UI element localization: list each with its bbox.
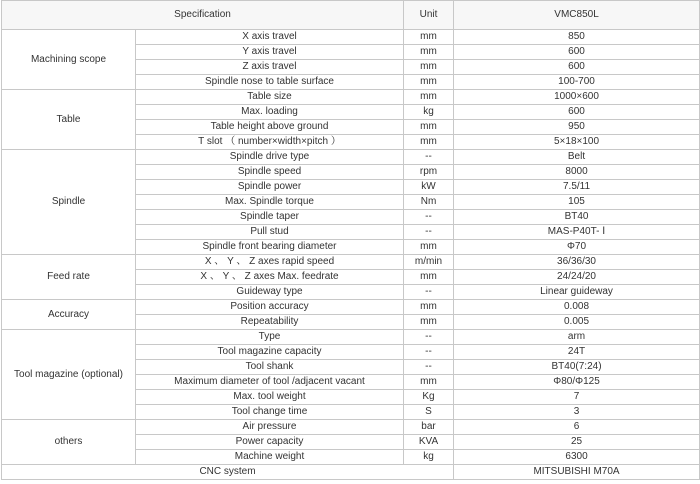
- table-row: [2, 255, 700, 270]
- spec-unit: KVA: [404, 435, 454, 450]
- spec-unit: rpm: [404, 165, 454, 180]
- spec-unit: --: [404, 285, 454, 300]
- spec-value: 24T: [454, 345, 700, 360]
- table-row: [2, 90, 700, 105]
- header-specification: Specification: [2, 1, 404, 30]
- spec-item: Z axis travel: [136, 60, 404, 75]
- spec-value-cnc-system: MITSUBISHI M70A: [454, 465, 700, 480]
- spec-value: 950: [454, 120, 700, 135]
- spec-unit: mm: [404, 270, 454, 285]
- spec-unit: mm: [404, 240, 454, 255]
- spec-unit: --: [404, 225, 454, 240]
- spec-item: Spindle power: [136, 180, 404, 195]
- specification-table: [1, 0, 700, 480]
- table-row: [2, 30, 700, 45]
- table-row: [2, 420, 700, 435]
- spec-value: Linear guideway: [454, 285, 700, 300]
- spec-item: X 、 Y 、 Z axes rapid speed: [136, 255, 404, 270]
- spec-value: 6300: [454, 450, 700, 465]
- spec-item: Guideway type: [136, 285, 404, 300]
- spec-unit: kW: [404, 180, 454, 195]
- spec-item: Spindle front bearing diameter: [136, 240, 404, 255]
- spec-value: 105: [454, 195, 700, 210]
- spec-value: 600: [454, 45, 700, 60]
- spec-item: Max. Spindle torque: [136, 195, 404, 210]
- spec-unit: m/min: [404, 255, 454, 270]
- spec-item: Table size: [136, 90, 404, 105]
- spec-item: Power capacity: [136, 435, 404, 450]
- spec-value: 36/36/30: [454, 255, 700, 270]
- spec-value: BT40: [454, 210, 700, 225]
- spec-item: Tool change time: [136, 405, 404, 420]
- spec-unit: --: [404, 360, 454, 375]
- spec-unit: mm: [404, 30, 454, 45]
- spec-unit: kg: [404, 450, 454, 465]
- table-row: [2, 300, 700, 315]
- spec-item: Spindle nose to table surface: [136, 75, 404, 90]
- spec-unit: mm: [404, 375, 454, 390]
- spec-value: 850: [454, 30, 700, 45]
- spec-value: Belt: [454, 150, 700, 165]
- spec-item: Repeatability: [136, 315, 404, 330]
- spec-value: 6: [454, 420, 700, 435]
- spec-unit: mm: [404, 120, 454, 135]
- spec-item: X axis travel: [136, 30, 404, 45]
- spec-value: 100-700: [454, 75, 700, 90]
- spec-item: Spindle speed: [136, 165, 404, 180]
- spec-value: 7: [454, 390, 700, 405]
- spec-value: 600: [454, 60, 700, 75]
- spec-item-cnc-system: CNC system: [2, 465, 454, 480]
- table-body: [2, 30, 700, 465]
- header-unit: Unit: [404, 1, 454, 30]
- spec-item: Pull stud: [136, 225, 404, 240]
- group-label: Tool magazine (optional): [2, 330, 136, 420]
- spec-item: Type: [136, 330, 404, 345]
- spec-item: X 、 Y 、 Z axes Max. feedrate: [136, 270, 404, 285]
- spec-unit: mm: [404, 45, 454, 60]
- spec-value: 600: [454, 105, 700, 120]
- table-row: [2, 150, 700, 165]
- header-row: [2, 1, 700, 30]
- spec-unit: kg: [404, 105, 454, 120]
- spec-unit: Nm: [404, 195, 454, 210]
- spec-item: Tool magazine capacity: [136, 345, 404, 360]
- spec-value: 1000×600: [454, 90, 700, 105]
- spec-item: Machine weight: [136, 450, 404, 465]
- spec-item: Table height above ground: [136, 120, 404, 135]
- spec-item: Position accuracy: [136, 300, 404, 315]
- spec-value: Φ70: [454, 240, 700, 255]
- spec-item: Air pressure: [136, 420, 404, 435]
- spec-value: arm: [454, 330, 700, 345]
- spec-value: 3: [454, 405, 700, 420]
- header-model: VMC850L: [454, 1, 700, 30]
- spec-unit: S: [404, 405, 454, 420]
- spec-unit: mm: [404, 75, 454, 90]
- spec-item: Tool shank: [136, 360, 404, 375]
- spec-item: T slot （ number×width×pitch ）: [136, 135, 404, 150]
- spec-unit: --: [404, 330, 454, 345]
- spec-value: 0.005: [454, 315, 700, 330]
- spec-value: MAS-P40T- Ⅰ: [454, 225, 700, 240]
- table-row: [2, 330, 700, 345]
- group-label: others: [2, 420, 136, 465]
- spec-unit: --: [404, 345, 454, 360]
- group-label: Accuracy: [2, 300, 136, 330]
- spec-unit: bar: [404, 420, 454, 435]
- spec-unit: --: [404, 210, 454, 225]
- spec-value: 7.5/11: [454, 180, 700, 195]
- spec-value: 5×18×100: [454, 135, 700, 150]
- spec-item: Max. loading: [136, 105, 404, 120]
- group-label: Table: [2, 90, 136, 150]
- spec-item: Y axis travel: [136, 45, 404, 60]
- spec-unit: mm: [404, 300, 454, 315]
- spec-unit: mm: [404, 135, 454, 150]
- spec-unit: mm: [404, 60, 454, 75]
- spec-unit: mm: [404, 90, 454, 105]
- spec-value: 8000: [454, 165, 700, 180]
- spec-unit: mm: [404, 315, 454, 330]
- spec-value: 25: [454, 435, 700, 450]
- group-label: Machining scope: [2, 30, 136, 90]
- spec-value: 0.008: [454, 300, 700, 315]
- spec-unit: Kg: [404, 390, 454, 405]
- spec-item: Maximum diameter of tool /adjacent vacant: [136, 375, 404, 390]
- spec-value: BT40(7:24): [454, 360, 700, 375]
- spec-value: 24/24/20: [454, 270, 700, 285]
- group-label: Spindle: [2, 150, 136, 255]
- spec-unit: --: [404, 150, 454, 165]
- spec-item: Spindle drive type: [136, 150, 404, 165]
- table-row-cnc-system: [2, 465, 700, 480]
- spec-value: Φ80/Φ125: [454, 375, 700, 390]
- spec-item: Spindle taper: [136, 210, 404, 225]
- group-label: Feed rate: [2, 255, 136, 300]
- spec-item: Max. tool weight: [136, 390, 404, 405]
